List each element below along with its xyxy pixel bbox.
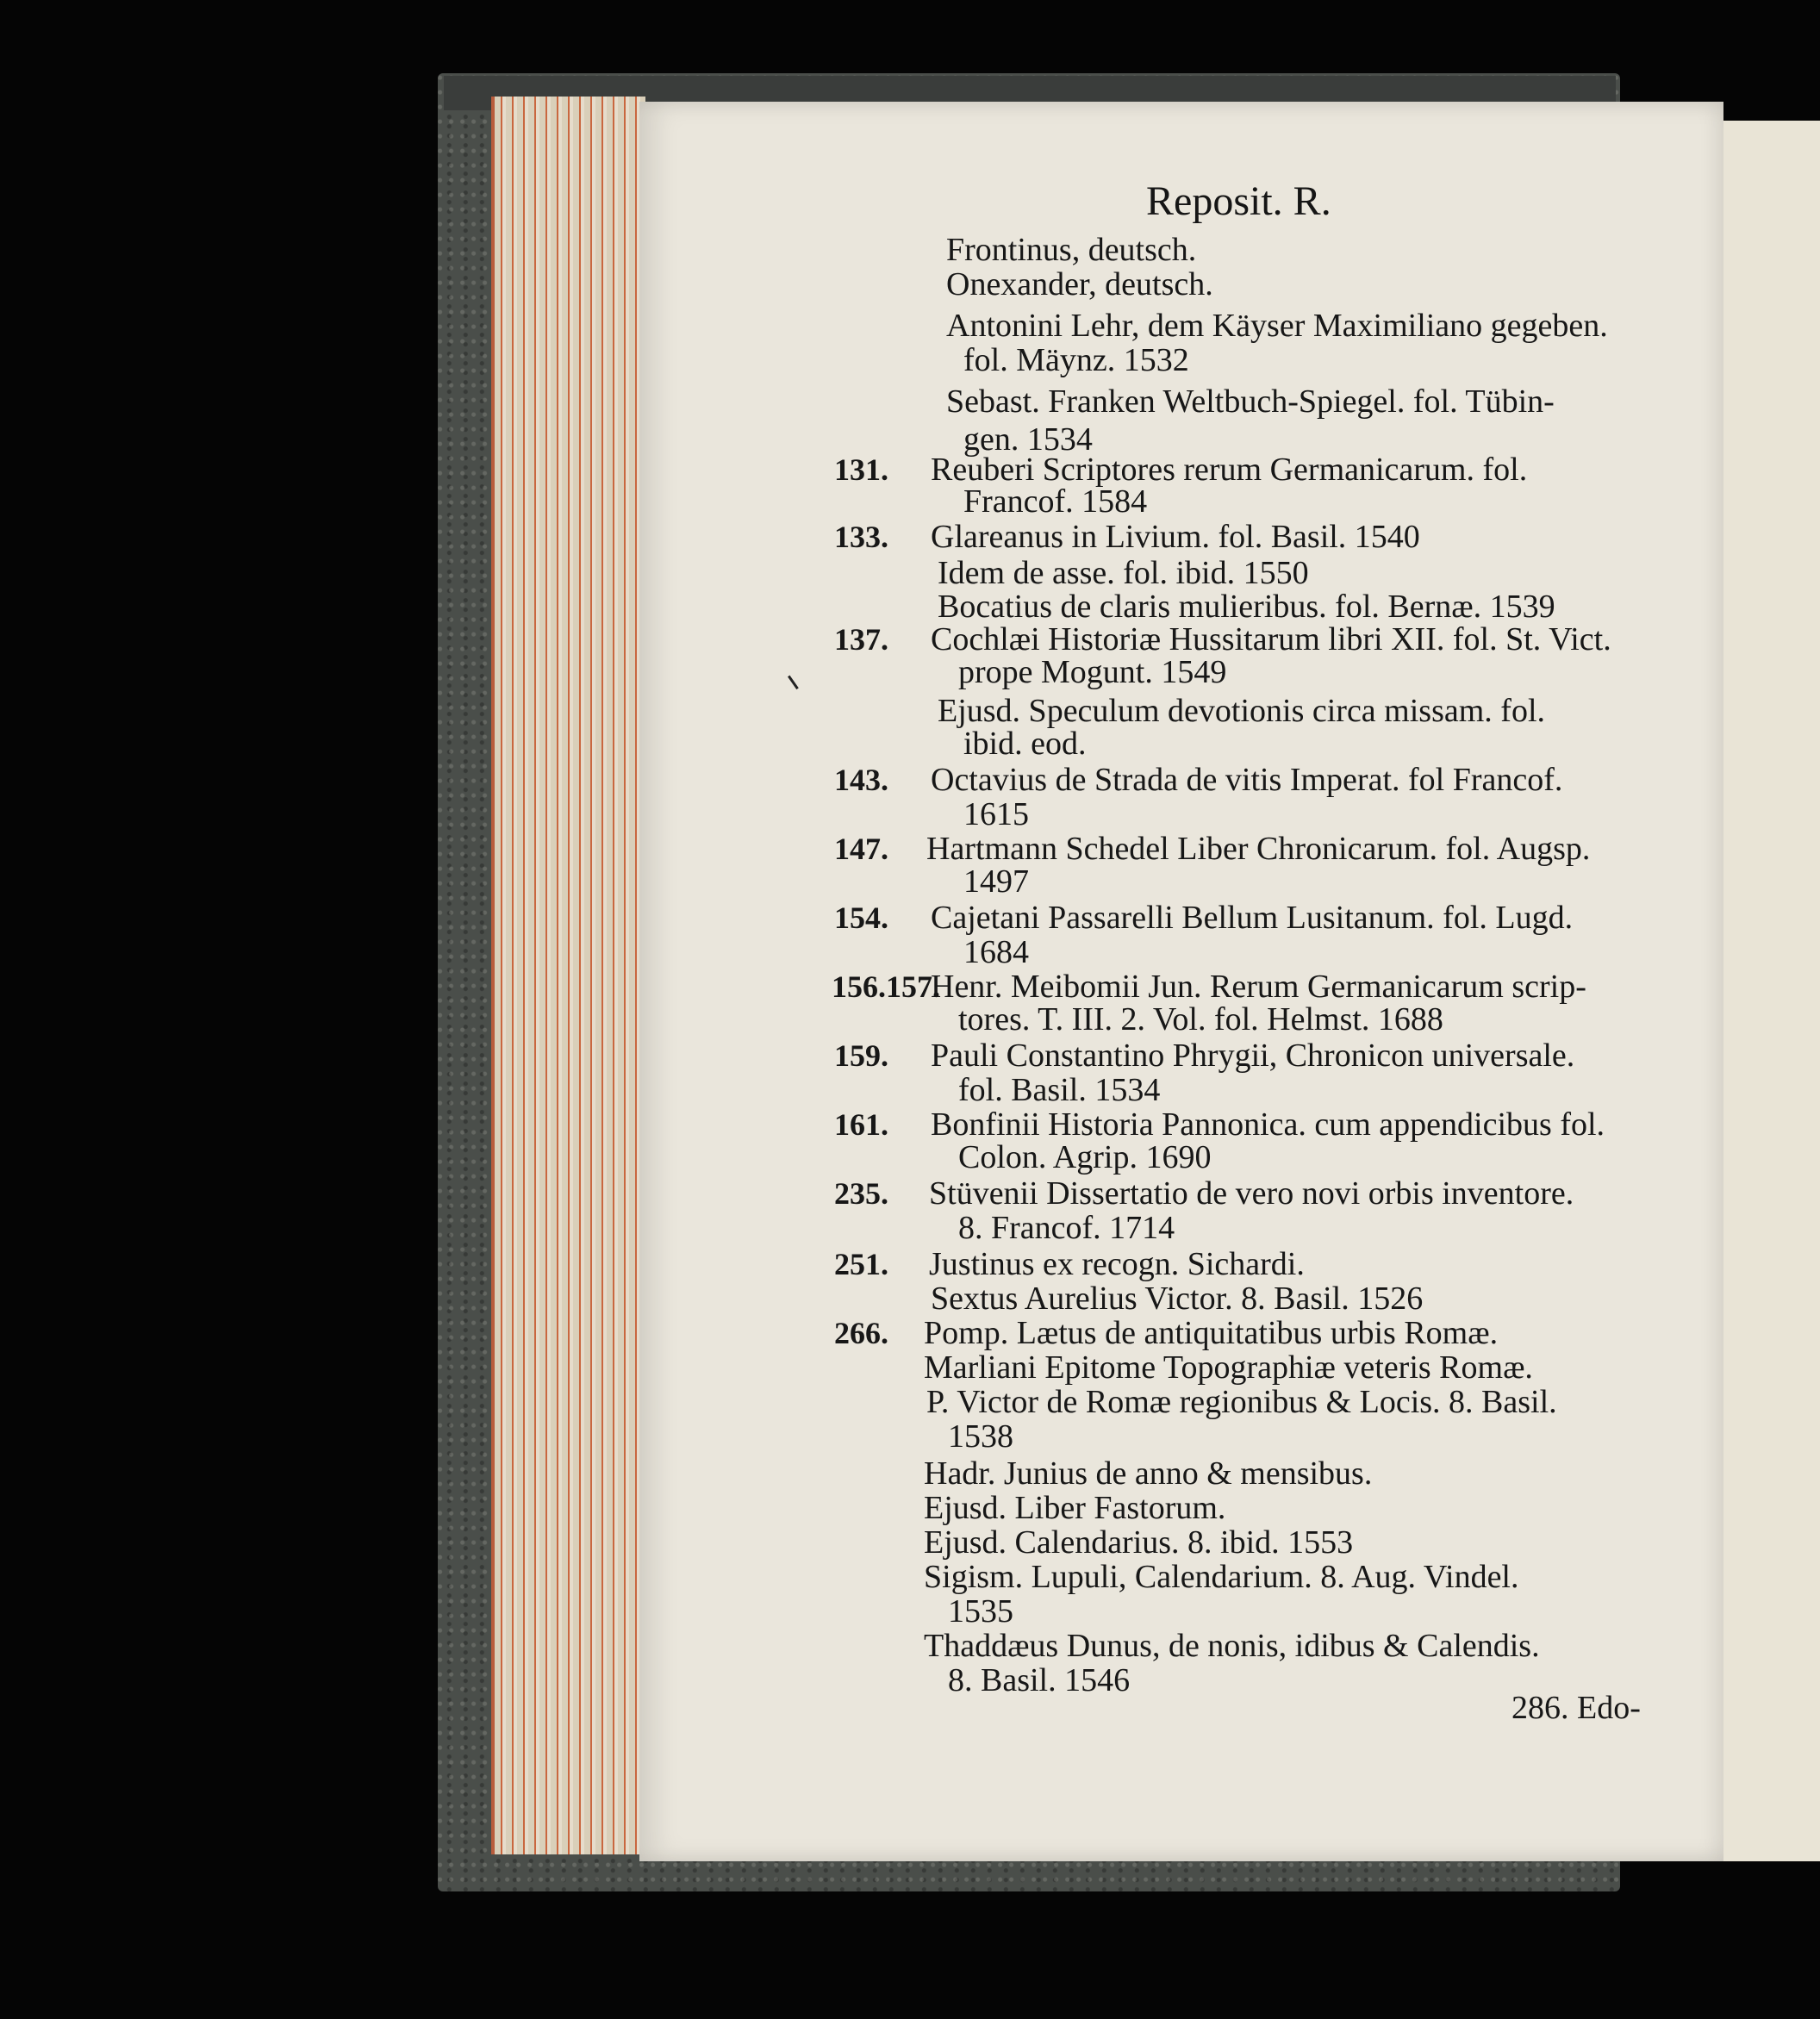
entry-text: Thaddæus Dunus, de nonis, idibus & Calendis. <box>924 1628 1540 1664</box>
entry-number: 235. <box>834 1176 888 1211</box>
entry-text: Cochlæi Historiæ Hussitarum libri XII. fol. St. Vict. <box>931 621 1611 657</box>
entry-text: Bocatius de claris mulieribus. fol. Bernæ. 1539 <box>938 589 1555 625</box>
facing-page <box>1723 121 1820 1861</box>
entry-text: Hadr. Junius de anno & mensibus. <box>924 1455 1373 1492</box>
entry-text: fol. Mäynz. 1532 <box>963 342 1189 378</box>
entry-text: Cajetani Passarelli Bellum Lusitanum. fol. Lugd. <box>931 900 1574 936</box>
entry-text: Ejusd. Speculum devotionis circa missam. fol. <box>938 693 1546 729</box>
entry-number: 161. <box>834 1107 888 1142</box>
entry-text: Reuberi Scriptores rerum Germanicarum. fol. <box>931 452 1528 488</box>
entry-text: 1684 <box>963 934 1029 970</box>
entry-text: Idem de asse. fol. ibid. 1550 <box>938 555 1309 591</box>
entry-number: 156.157. <box>832 969 940 1004</box>
entry-text: Stüvenii Dissertatio de vero novi orbis inventore. <box>929 1175 1574 1212</box>
entry-text: P. Victor de Romæ regionibus & Locis. 8. Basil. <box>926 1384 1557 1420</box>
entry-text: Antonini Lehr, dem Käyser Maximiliano gegeben. <box>946 308 1608 344</box>
running-header: Reposit. R. <box>1146 178 1331 224</box>
entry-text: Onexander, deutsch. <box>946 266 1213 302</box>
entry-text: Frontinus, deutsch. <box>946 232 1197 268</box>
entry-text: prope Mogunt. 1549 <box>958 654 1227 690</box>
entry-text: gen. 1534 <box>963 421 1093 458</box>
entry-number: 147. <box>834 832 888 866</box>
entry-text: Bonfinii Historia Pannonica. cum appendicibus fol. <box>931 1106 1605 1143</box>
entry-text: Francof. 1584 <box>963 483 1148 520</box>
entry-text: Hartmann Schedel Liber Chronicarum. fol. Augsp. <box>926 831 1591 867</box>
entry-text: 1497 <box>963 863 1029 900</box>
entry-text: Henr. Meibomii Jun. Rerum Germanicarum scrip- <box>931 969 1586 1005</box>
entry-number: 154. <box>834 900 888 935</box>
entry-number: 131. <box>834 452 888 487</box>
entry-text: Octavius de Strada de vitis Imperat. fol Francof. <box>931 762 1563 798</box>
entry-text: Ejusd. Liber Fastorum. <box>924 1490 1226 1526</box>
entry-text: 1538 <box>948 1418 1013 1455</box>
entry-text: 1535 <box>948 1593 1013 1630</box>
entry-number: 137. <box>834 622 888 657</box>
entry-text: Justinus ex recogn. Sichardi. <box>929 1246 1305 1282</box>
entry-text: Pauli Constantino Phrygii, Chronicon universale. <box>931 1038 1575 1074</box>
entry-text: Marliani Epitome Topographiæ veteris Romæ. <box>924 1349 1533 1386</box>
entry-text: Ejusd. Calendarius. 8. ibid. 1553 <box>924 1524 1354 1561</box>
entry-number: 159. <box>834 1038 888 1073</box>
entry-text: Sigism. Lupuli, Calendarium. 8. Aug. Vindel. <box>924 1559 1519 1595</box>
entry-text: 8. Basil. 1546 <box>948 1662 1131 1698</box>
entry-number: 133. <box>834 520 888 554</box>
entry-text: fol. Basil. 1534 <box>958 1072 1161 1108</box>
entry-number: 143. <box>834 763 888 797</box>
entry-text: Pomp. Lætus de antiquitatibus urbis Romæ. <box>924 1315 1499 1351</box>
entry-text: Sextus Aurelius Victor. 8. Basil. 1526 <box>931 1281 1424 1317</box>
entry-text: Glareanus in Livium. fol. Basil. 1540 <box>931 519 1420 555</box>
page-edges <box>491 97 645 1854</box>
catchword: 286. Edo- <box>1511 1690 1641 1726</box>
entry-text: Colon. Agrip. 1690 <box>958 1139 1212 1175</box>
entry-text: 8. Francof. 1714 <box>958 1210 1175 1246</box>
entry-text: tores. T. III. 2. Vol. fol. Helmst. 1688 <box>958 1001 1443 1038</box>
entry-text: 1615 <box>963 796 1029 832</box>
entry-number: 266. <box>834 1316 888 1350</box>
entry-number: 251. <box>834 1247 888 1281</box>
entry-text: Sebast. Franken Weltbuch-Spiegel. fol. Tübin- <box>946 383 1555 420</box>
entry-text: ibid. eod. <box>963 726 1087 762</box>
